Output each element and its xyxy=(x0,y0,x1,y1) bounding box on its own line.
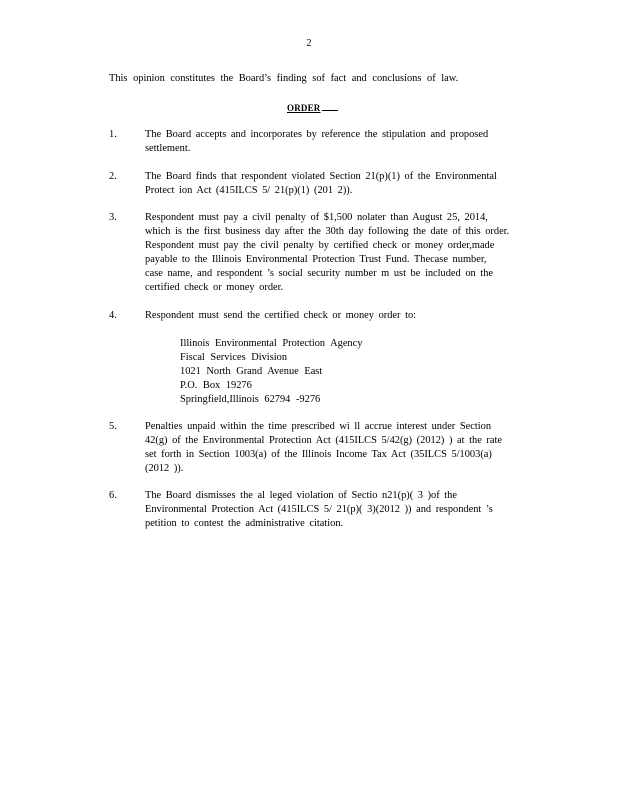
item-line: The Board accepts and incorporates by reference the stipulation and proposed xyxy=(145,129,489,140)
item-line: Respondent must pay the civil penalty by certified check or money order,made xyxy=(145,240,495,251)
address-line: Illinois Environmental Protection Agency xyxy=(180,338,363,349)
item-number: 2. xyxy=(109,171,117,182)
address-line: P.O. Box 19276 xyxy=(180,380,252,391)
address-line: Fiscal Services Division xyxy=(180,352,288,363)
item-line: settlement. xyxy=(145,143,191,154)
item-text xyxy=(145,211,519,295)
order-heading: ORDER xyxy=(287,101,338,115)
intro-paragraph: This opinion constitutes the Board’s finding sof fact and conclusions of law. xyxy=(109,73,459,84)
item-line: payable to the Illinois Environmental Protection Trust Fund. Thecase number, xyxy=(145,254,487,265)
item-text xyxy=(145,309,519,323)
item-text xyxy=(145,489,519,531)
address-line: 1021 North Grand Avenue East xyxy=(180,366,323,377)
item-line: petition to contest the administrative citation. xyxy=(145,518,344,529)
item-line: 42(g) of the Environmental Protection Act (415ILCS 5/42(g) (2012) ) at the rate xyxy=(145,435,502,446)
item-line: Respondent must pay a civil penalty of $1,500 nolater than August 25, 2014, xyxy=(145,212,488,223)
item-line: Protect ion Act (415ILCS 5/ 21(p)(1) (201 2)). xyxy=(145,185,353,196)
item-line: Penalties unpaid within the time prescribed wi ll accrue interest under Section xyxy=(145,421,492,432)
item-line: Environmental Protection Act (415ILCS 5/ 21(p)( 3)(2012 )) and respondent ’s xyxy=(145,504,493,515)
page-number: 2 xyxy=(306,38,312,49)
item-line: Respondent must send the certified check or money order to: xyxy=(145,310,417,321)
item-line: set forth in Section 1003(a) of the Illinois Income Tax Act (35ILCS 5/1003(a) xyxy=(145,449,492,460)
mailing-address xyxy=(180,337,362,407)
item-line: The Board dismisses the al leged violation of Sectio n21(p)( 3 )of the xyxy=(145,490,457,501)
item-line: (2012 )). xyxy=(145,463,184,474)
item-line: The Board finds that respondent violated Section 21(p)(1) of the Environmental xyxy=(145,171,497,182)
item-line: case name, and respondent ’s social security number m ust be included on the xyxy=(145,268,494,279)
item-text xyxy=(145,128,519,156)
item-number: 3. xyxy=(109,212,117,223)
item-line: which is the first business day after the 30th day following the date of this order. xyxy=(145,226,510,237)
item-number: 5. xyxy=(109,421,117,432)
item-text xyxy=(145,420,519,476)
item-number: 4. xyxy=(109,310,117,321)
item-text xyxy=(145,170,519,198)
item-line: certified check or money order. xyxy=(145,282,284,293)
item-number: 1. xyxy=(109,129,117,140)
item-number: 6. xyxy=(109,490,117,501)
address-line: Springfield,Illinois 62794 -9276 xyxy=(180,394,321,405)
